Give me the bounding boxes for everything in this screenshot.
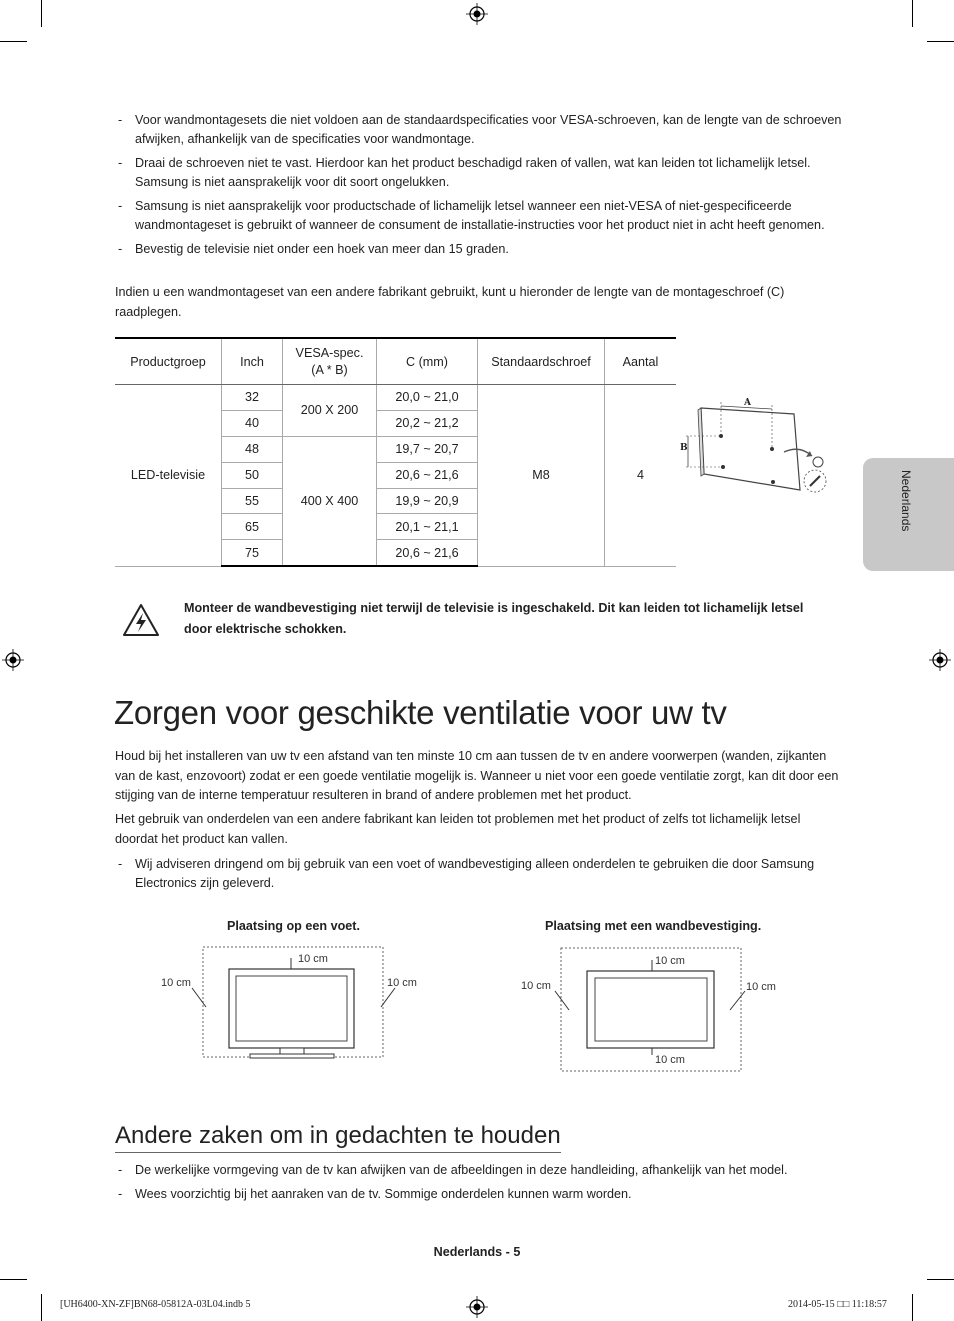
ventilation-notes [115,855,845,898]
inch-cell: 32 [222,385,283,411]
c-cell: 20,0 ~ 21,0 [377,385,478,411]
c-cell: 20,6 ~ 21,6 [377,540,478,566]
table-header: Standaardschroef [478,338,605,385]
bullet-item: - Samsung is niet aansprakelijk voor productschade of lichamelijk letsel wanneer een niet-VESA of niet-gespecificeerde wandmontageset is gebruikt of wanneer de consument de installatie-instructies voor het product niet in acht heeft genomen. [115,197,845,235]
top-distance-label: 10 cm [655,955,685,967]
table-header: C (mm) [377,338,478,385]
table-row [115,385,676,411]
crop-mark [912,1294,913,1321]
wall-placement-diagram [515,940,775,1075]
table-header: Aantal [605,338,677,385]
crop-mark [927,41,954,42]
c-cell: 20,6 ~ 21,6 [377,462,478,488]
crop-mark [0,41,27,42]
left-distance-label: 10 cm [521,980,551,992]
right-distance-label: 10 cm [387,977,417,989]
crop-mark [912,0,913,27]
inch-cell: 50 [222,462,283,488]
bullet-item: - Bevestig de televisie niet onder een hoek van meer dan 15 graden. [115,240,845,259]
stand-placement-diagram [150,940,400,1065]
side-tab-label: Nederlands [899,470,913,532]
bullet-item: - Wees voorzichtig bij het aanraken van de tv. Sommige onderdelen kunnen warm worden. [115,1185,845,1204]
dimension-b-label: B [680,443,688,453]
screw-spec-table [115,337,676,567]
top-distance-label: 10 cm [298,953,328,965]
page-footer: Nederlands - 5 [433,1245,521,1259]
registration-mark-icon [929,649,951,671]
print-timestamp: 2014-05-15 □□ 11:18:57 [788,1299,887,1310]
c-cell: 20,1 ~ 21,1 [377,514,478,540]
c-cell: 20,2 ~ 21,2 [377,410,478,436]
screw-cell: M8 [478,385,605,567]
bullet-item: - Draai de schroeven niet te vast. Hierdoor kan het product beschadigd raken of vallen, wat kan leiden tot lichamelijk letsel. Samsung is niet aansprakelijk voor dit soort ongelukken. [115,154,845,192]
subsection-title: Andere zaken om in gedachten te houden [115,1122,561,1153]
ventilation-paragraph: Het gebruik van onderdelen van een andere fabrikant kan leiden tot problemen met het product of zelfs tot lichamelijk letsel doordat het product kan vallen. [115,812,801,846]
wall-mount-illustration [676,390,836,500]
wall-diagram-caption: Plaatsing met een wandbevestiging. [545,919,762,933]
bullet-item: - De werkelijke vormgeving van de tv kan afwijken van de afbeeldingen in deze handleiding, afhankelijk van het model. [115,1161,845,1180]
bottom-distance-label: 10 cm [655,1054,685,1066]
inch-cell: 55 [222,488,283,514]
inch-cell: 40 [222,410,283,436]
table-header: Productgroep [115,338,222,385]
crop-mark [41,0,42,27]
table-header: VESA-spec. (A * B) [283,338,377,385]
c-cell: 19,9 ~ 20,9 [377,488,478,514]
inch-cell: 65 [222,514,283,540]
inch-cell: 48 [222,436,283,462]
crop-mark [927,1279,954,1280]
count-cell: 4 [605,385,677,567]
product-group-cell: LED-televisie [115,385,222,567]
inch-cell: 75 [222,540,283,566]
wall-mount-notes [115,111,845,264]
intro-paragraph: Indien u een wandmontageset van een andere fabrikant gebruikt, kunt u hieronder de lengte van de montageschroef (C) raadplegen. [115,285,785,319]
right-distance-label: 10 cm [746,981,776,993]
registration-mark-icon [466,3,488,25]
vesa-cell: 400 X 400 [283,436,377,566]
dimension-a-label: A [744,398,751,408]
ventilation-paragraph: Houd bij het installeren van uw tv een afstand van ten minste 10 cm aan tussen de tv en andere voorwerpen (wanden, zijkanten van de kast, enzovoort) zodat er een goede ventilatie mogelijk is. Wanneer u niet voor een goede ventilatie zorgt, kan dit door een stijging van de interne temperatuur resulteren in brand of andere problemen met het product. [115,749,839,802]
other-notes [115,1161,845,1209]
warning-text: Monteer de wandbevestiging niet terwijl de televisie is ingeschakeld. Dit kan leiden tot lichamelijk letsel door elektrische schokken. [184,601,804,636]
left-distance-label: 10 cm [161,977,191,989]
warning-icon [122,603,160,637]
vesa-cell: 200 X 200 [283,385,377,437]
table-header: Inch [222,338,283,385]
print-file-info: [UH6400-XN-ZF]BN68-05812A-03L04.indb 5 [60,1299,251,1310]
stand-diagram-caption: Plaatsing op een voet. [227,919,360,933]
table-header-row [115,338,676,385]
language-side-tab [863,458,954,571]
section-title: Zorgen voor geschikte ventilatie voor uw tv [114,694,727,731]
c-cell: 19,7 ~ 20,7 [377,436,478,462]
crop-mark [41,1294,42,1321]
bullet-item: - Wij adviseren dringend om bij gebruik van een voet of wandbevestiging alleen onderdelen te gebruiken die door Samsung Electronics zijn geleverd. [115,855,845,893]
bullet-item: - Voor wandmontagesets die niet voldoen aan de standaardspecificaties voor VESA-schroeven, kan de lengte van de schroeven afwijken, afhankelijk van de specificaties voor wandmontage. [115,111,845,149]
registration-mark-icon [2,649,24,671]
crop-mark [0,1279,27,1280]
registration-mark-icon [466,1296,488,1318]
